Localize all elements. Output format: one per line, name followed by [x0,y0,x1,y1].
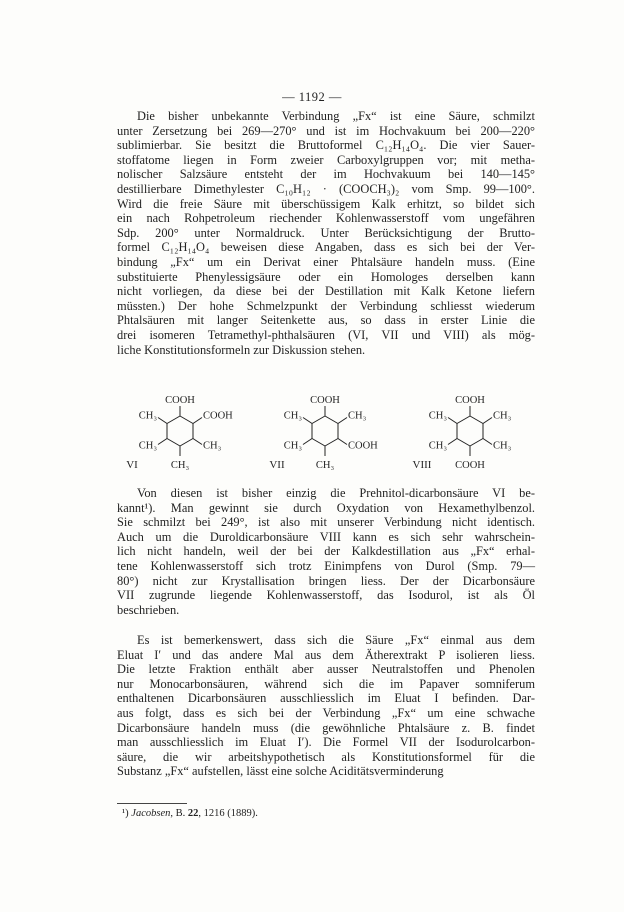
substituent-bond [338,439,347,445]
paragraph-conclusion [117,633,535,779]
substituent-bottom: COOH [455,460,485,471]
text-line: müssten.) Der hohe Schmelzpunkt der Verbindung schliesst wiederum [117,298,535,313]
text-line: Substanz „Fx“ aufstellen, lässt eine solche Aciditätsverminderung [117,764,444,779]
substituent-upper-left: CH₃ [428,410,448,422]
text-line: ein nach Rohpetroleum riechender Kohlenwasserstoff vom ungefähren [117,211,535,226]
formulas-svg [110,386,550,480]
text-line: lich nicht handeln, weil der bei der Kalkdestillation aus „Fx“ erhal- [117,544,535,559]
substituent-lower-left: CH₃ [283,440,303,452]
text-line: nicht vorliegen, da diese bei der Destillation mit Kalk Ketone liefern [117,284,535,299]
text-line: formel C₁₂H₁₄O₄ beweisen diese Angaben, dass es sich bei der Ver- [117,240,535,255]
text-line: enthaltenen Dicarbonsäuren ausschliesslich im Eluat I befinden. Dar- [117,691,535,706]
text-line: Wird die freie Säure mit überschüssigem Kalk erhitzt, so bildet sich [117,196,535,211]
paragraph-discussion [117,486,535,617]
footnote-rule [117,803,187,804]
text-line: Es ist bemerkenswert, dass sich die Säure „Fx“ einmal aus dem [137,633,535,647]
substituent-top: COOH [455,395,485,406]
ring-bond [457,439,470,447]
text-line: Phtalsäuren mit langer Seitenkette aus, so dass in erster Linie die [117,313,535,328]
text-line: liche Konstitutionsformeln zur Diskussion stehen. [117,342,366,357]
text-line: aus folgt, dass es sich bei der Verbindung „Fx“ um eine schwache [117,705,535,720]
substituent-bond [193,418,202,424]
text-line: nolischer Salzsäure entsteht der im Hochvakuum bei 140—145° [117,167,535,182]
substituent-bond [158,439,167,445]
substituent-top: COOH [165,395,195,406]
text-line: säure, die wir arbeitshypothetisch als Konstitutionsformel für die [117,749,535,764]
text-line: substituierte Phenylessigsäure oder ein Homologes derselben kann [117,269,535,284]
formula-label: VII [269,459,285,471]
ring-bond [312,416,325,424]
ring-bond [457,416,470,424]
text-line: sublimierbar. Sie besitzt die Bruttoformel C₁₂H₁₄O₄. Die vier Sauer- [117,138,535,153]
text-line: kannt¹). Man gewinnt sie durch Oxydation von Hexamethylbenzol. [117,500,535,515]
text-line: VII zugrunde liegende Kohlenwasserstoff, das Isodurol, ist als Öl [117,588,535,603]
formula-label: VI [126,459,138,471]
substituent-bond [448,418,457,424]
substituent-bond [158,418,167,424]
text-line: nur Monocarbonsäuren, während sich die im Papaver somniferum [117,676,535,691]
substituent-lower-left: CH₃ [428,440,448,452]
text-line: bindung „Fx“ um ein Derivat einer Phtalsäure handeln muss. (Eine [117,254,535,269]
substituent-bond [193,439,202,445]
text-line: 80°) nicht zur Krystallisation bringen liess. Der der Dicarbonsäure [117,573,535,588]
ring-bond [312,439,325,447]
substituent-upper-right: CH₃ [492,410,512,422]
text-line: Dicarbonsäure handeln muss (die gewöhnliche Phtalsäure z. B. findet [117,720,535,735]
substituent-bond [448,439,457,445]
substituent-upper-left: CH₃ [283,410,303,422]
substituent-lower-right: CH₃ [202,440,222,452]
substituent-upper-right: CH₃ [347,410,367,422]
text-line: Von diesen ist bisher einzig die Prehnitol-dicarbonsäure VI be- [137,486,535,500]
footnote-rest: , 1216 (1889). [198,808,258,819]
substituent-upper-right: COOH [202,410,233,422]
substituent-bond [483,439,492,445]
substituent-lower-right: COOH [347,440,378,452]
page-number: — 1192 — [282,90,342,104]
ring-bond [470,416,483,424]
text-line: unter Zersetzung bei 269—270° und ist im Hochvakuum bei 200—220° [117,123,535,138]
text-line: stoffatome liegen in Form zweier Carboxylgruppen vor; mit metha- [117,152,535,167]
ring-bond [325,439,338,447]
footnote: ¹) Jacobsen, B. 22, 1216 (1889). [122,808,258,819]
text-line: destillierbare Dimethylester C₁₀H₁₂ · (COOCH₃)₂ vom Smp. 99—100°. [117,181,535,196]
substituent-bond [303,418,312,424]
text-line: Eluat I′ und das andere Mal aus dem Ätherextrakt P isolieren liess. [117,647,535,662]
substituent-bottom: CH₃ [170,460,190,471]
formula-label: VIII [412,459,432,471]
paragraph-intro [117,109,535,357]
footnote-author: Jacobsen [131,808,171,819]
text-line: Auch um die Duroldicarbonsäure VIII kann es sich sehr wahrschein- [117,529,535,544]
substituent-top: COOH [310,395,340,406]
substituent-upper-left: CH₃ [138,410,158,422]
substituent-bond [483,418,492,424]
text-line: drei isomeren Tetramethyl-phthalsäuren (VI, VII und VIII) als mög- [117,327,535,342]
text-line: beschrieben. [117,602,180,617]
text-line: tene Kohlenwasserstoff sich trotz Einimpfens von Durol (Smp. 79— [117,558,535,573]
text-line: Die bisher unbekannte Verbindung „Fx“ ist eine Säure, schmilzt [137,109,535,123]
substituent-bond [338,418,347,424]
ring-bond [167,439,180,447]
ring-bond [325,416,338,424]
ring-bond [470,439,483,447]
structural-formulas [110,386,550,480]
substituent-bottom: CH₃ [315,460,335,471]
substituent-lower-left: CH₃ [138,440,158,452]
footnote-journal: B. [175,808,186,819]
text-line: Die letzte Fraktion enthält aber ausser Neutralstoffen und Phenolen [117,662,535,677]
ring-bond [180,416,193,424]
text-line: Sdp. 200° unter Normaldruck. Unter Berücksichtigung der Brutto- [117,225,535,240]
substituent-lower-right: CH₃ [492,440,512,452]
substituent-bond [303,439,312,445]
ring-bond [180,439,193,447]
footnote-marker: ¹) [122,808,129,819]
text-line: man ausschliesslich im Eluat I′). Die Formel VII der Isodurolcarbon- [117,735,535,750]
footnote-volume: 22 [187,808,199,819]
text-line: Sie schmilzt bei 249°, ist also mit unserer Verbindung nicht identisch. [117,515,535,530]
ring-bond [167,416,180,424]
